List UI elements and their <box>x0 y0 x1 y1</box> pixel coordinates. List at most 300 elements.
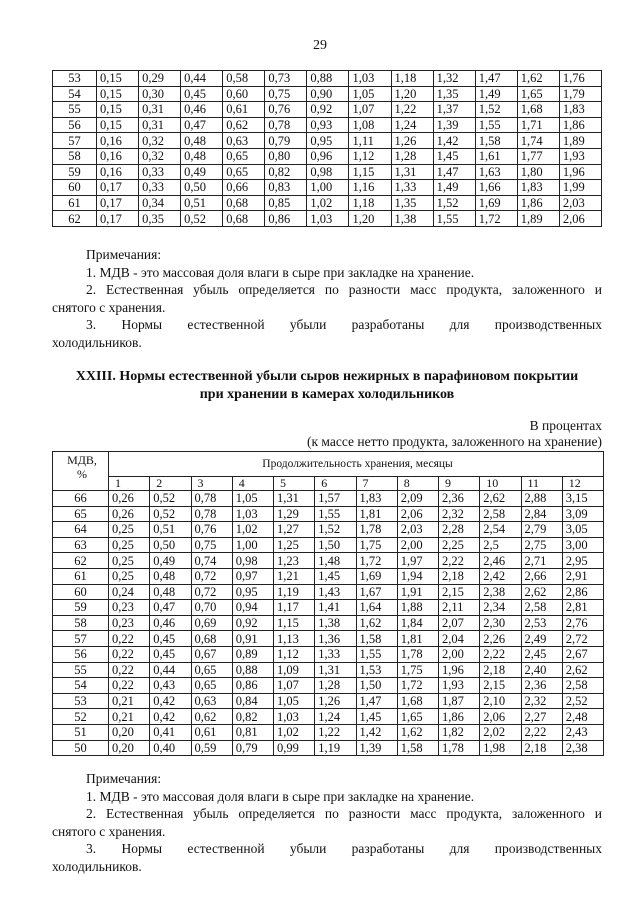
value-cell: 0,95 <box>307 133 349 149</box>
value-cell: 0,22 <box>109 646 150 662</box>
value-cell: 1,58 <box>356 631 397 647</box>
value-cell: 1,28 <box>391 148 433 164</box>
value-cell: 1,75 <box>397 662 438 678</box>
value-cell: 1,03 <box>274 709 315 725</box>
value-cell: 0,68 <box>223 211 265 227</box>
mdv-cell: 52 <box>53 709 109 725</box>
value-cell: 0,51 <box>181 195 223 211</box>
value-cell: 1,65 <box>397 709 438 725</box>
value-cell: 1,69 <box>475 195 517 211</box>
value-cell: 0,88 <box>232 662 273 678</box>
value-cell: 0,20 <box>109 740 150 756</box>
value-cell: 1,72 <box>356 553 397 569</box>
value-cell: 1,20 <box>349 211 391 227</box>
mdv-cell: 65 <box>53 506 109 522</box>
value-cell: 1,94 <box>397 568 438 584</box>
value-cell: 0,66 <box>223 180 265 196</box>
value-cell: 1,58 <box>475 133 517 149</box>
value-cell: 0,46 <box>150 615 191 631</box>
value-cell: 0,84 <box>232 693 273 709</box>
value-cell: 0,48 <box>150 568 191 584</box>
value-cell: 0,42 <box>150 709 191 725</box>
value-cell: 0,59 <box>191 740 232 756</box>
value-cell: 1,55 <box>475 117 517 133</box>
month-header: 2 <box>150 477 191 491</box>
value-cell: 2,38 <box>562 740 603 756</box>
value-cell: 0,17 <box>97 180 139 196</box>
value-cell: 1,37 <box>433 102 475 118</box>
value-cell: 1,91 <box>397 584 438 600</box>
value-cell: 1,35 <box>391 195 433 211</box>
value-cell: 0,99 <box>274 740 315 756</box>
value-cell: 1,13 <box>274 631 315 647</box>
value-cell: 1,05 <box>274 693 315 709</box>
value-cell: 1,07 <box>274 678 315 694</box>
mdv-cell: 59 <box>53 600 109 616</box>
table-row <box>53 102 602 118</box>
value-cell: 1,26 <box>391 133 433 149</box>
value-cell: 0,52 <box>150 491 191 507</box>
value-cell: 2,06 <box>480 709 521 725</box>
value-cell: 2,25 <box>439 537 480 553</box>
value-cell: 1,83 <box>559 102 601 118</box>
value-cell: 0,65 <box>223 164 265 180</box>
value-cell: 1,07 <box>349 102 391 118</box>
section-title-line-1: XXIII. Нормы естественной убыли сыров нежирных в парафиновом покрытии <box>75 369 579 384</box>
month-header: 4 <box>232 477 273 491</box>
value-cell: 0,63 <box>191 693 232 709</box>
value-cell: 0,86 <box>265 211 307 227</box>
value-cell: 0,76 <box>265 102 307 118</box>
mdv-cell: 51 <box>53 724 109 740</box>
mdv-cell: 60 <box>53 584 109 600</box>
value-cell: 0,63 <box>223 133 265 149</box>
note-3: 3. Нормы естественной убыли разработаны для производственных <box>86 841 602 856</box>
value-cell: 2,67 <box>562 646 603 662</box>
value-cell: 1,67 <box>356 584 397 600</box>
value-cell: 0,89 <box>232 646 273 662</box>
value-cell: 1,96 <box>559 164 601 180</box>
value-cell: 0,24 <box>109 584 150 600</box>
value-cell: 0,78 <box>191 506 232 522</box>
value-cell: 2,42 <box>480 568 521 584</box>
value-cell: 1,16 <box>349 180 391 196</box>
value-cell: 2,62 <box>562 662 603 678</box>
section-title <box>40 368 614 404</box>
value-cell: 2,09 <box>397 491 438 507</box>
value-cell: 1,43 <box>315 584 356 600</box>
value-cell: 1,02 <box>274 724 315 740</box>
value-cell: 1,86 <box>517 195 559 211</box>
value-cell: 0,98 <box>307 164 349 180</box>
section-title-line-2: при хранении в камерах холодильников <box>199 387 455 402</box>
table-row <box>53 537 604 553</box>
value-cell: 1,57 <box>315 491 356 507</box>
value-cell: 1,93 <box>559 148 601 164</box>
note-3-continued: холодильников. <box>52 858 142 874</box>
table-row <box>53 522 604 538</box>
value-cell: 1,25 <box>274 537 315 553</box>
mdv-cell: 61 <box>53 568 109 584</box>
value-cell: 1,69 <box>356 568 397 584</box>
value-cell: 1,47 <box>356 693 397 709</box>
value-cell: 2,15 <box>439 584 480 600</box>
value-cell: 2,18 <box>480 662 521 678</box>
table1-body <box>53 71 602 227</box>
value-cell: 2,32 <box>439 506 480 522</box>
table-row <box>53 195 602 211</box>
note-1: 1. МДВ - это массовая доля влаги в сыре при закладке на хранение. <box>86 264 475 280</box>
value-cell: 0,22 <box>109 631 150 647</box>
value-cell: 0,65 <box>191 662 232 678</box>
value-cell: 1,52 <box>433 195 475 211</box>
value-cell: 1,52 <box>475 102 517 118</box>
value-cell: 1,93 <box>439 678 480 694</box>
value-cell: 1,76 <box>559 71 601 87</box>
value-cell: 0,41 <box>150 724 191 740</box>
value-cell: 2,84 <box>521 506 562 522</box>
value-cell: 1,86 <box>439 709 480 725</box>
note-2: 2. Естественная убыль определяется по разности масс продукта, заложенного и <box>86 282 602 297</box>
value-cell: 0,78 <box>265 117 307 133</box>
value-cell: 0,16 <box>97 133 139 149</box>
value-cell: 3,09 <box>562 506 603 522</box>
month-header: 9 <box>439 477 480 491</box>
value-cell: 1,42 <box>356 724 397 740</box>
value-cell: 0,60 <box>223 86 265 102</box>
value-cell: 0,82 <box>265 164 307 180</box>
mdv-cell: 63 <box>53 537 109 553</box>
value-cell: 1,98 <box>480 740 521 756</box>
units-basis-label: (к массе нетто продукта, заложенного на хранение) <box>307 434 602 449</box>
value-cell: 1,33 <box>315 646 356 662</box>
value-cell: 1,45 <box>433 148 475 164</box>
value-cell: 2,86 <box>562 584 603 600</box>
value-cell: 1,05 <box>232 491 273 507</box>
mdv-cell: 57 <box>53 133 97 149</box>
value-cell: 0,35 <box>139 211 181 227</box>
value-cell: 0,15 <box>97 86 139 102</box>
table-row <box>53 646 604 662</box>
value-cell: 0,47 <box>150 600 191 616</box>
value-cell: 0,26 <box>109 491 150 507</box>
value-cell: 0,79 <box>265 133 307 149</box>
value-cell: 1,89 <box>559 133 601 149</box>
value-cell: 0,16 <box>97 164 139 180</box>
value-cell: 0,17 <box>97 211 139 227</box>
value-cell: 1,80 <box>517 164 559 180</box>
value-cell: 1,32 <box>433 71 475 87</box>
table-row <box>53 211 602 227</box>
value-cell: 0,50 <box>150 537 191 553</box>
value-cell: 0,25 <box>109 537 150 553</box>
value-cell: 1,68 <box>517 102 559 118</box>
value-cell: 2,06 <box>559 211 601 227</box>
value-cell: 1,02 <box>232 522 273 538</box>
value-cell: 1,47 <box>475 71 517 87</box>
note-3-continued: холодильников. <box>52 334 142 350</box>
value-cell: 2,54 <box>480 522 521 538</box>
value-cell: 0,44 <box>181 71 223 87</box>
table-row <box>53 709 604 725</box>
value-cell: 2,58 <box>562 678 603 694</box>
value-cell: 0,31 <box>139 102 181 118</box>
value-cell: 1,22 <box>315 724 356 740</box>
value-cell: 2,58 <box>521 600 562 616</box>
value-cell: 2,48 <box>562 709 603 725</box>
value-cell: 1,84 <box>397 615 438 631</box>
mdv-cell: 59 <box>53 164 97 180</box>
value-cell: 2,91 <box>562 568 603 584</box>
value-cell: 0,40 <box>150 740 191 756</box>
value-cell: 0,22 <box>109 678 150 694</box>
value-cell: 1,74 <box>517 133 559 149</box>
value-cell: 0,72 <box>191 584 232 600</box>
value-cell: 0,75 <box>191 537 232 553</box>
value-cell: 1,89 <box>517 211 559 227</box>
value-cell: 1,15 <box>349 164 391 180</box>
value-cell: 1,50 <box>315 537 356 553</box>
value-cell: 1,55 <box>356 646 397 662</box>
value-cell: 2,00 <box>439 646 480 662</box>
value-cell: 0,52 <box>150 506 191 522</box>
value-cell: 0,43 <box>150 678 191 694</box>
value-cell: 1,42 <box>433 133 475 149</box>
table-row <box>53 86 602 102</box>
value-cell: 1,65 <box>517 86 559 102</box>
value-cell: 2,26 <box>480 631 521 647</box>
value-cell: 0,15 <box>97 117 139 133</box>
table-row <box>53 491 604 507</box>
value-cell: 2,22 <box>480 646 521 662</box>
month-header: 12 <box>562 477 603 491</box>
value-cell: 1,88 <box>397 600 438 616</box>
value-cell: 0,83 <box>265 180 307 196</box>
value-cell: 0,96 <box>307 148 349 164</box>
value-cell: 2,03 <box>397 522 438 538</box>
value-cell: 1,45 <box>315 568 356 584</box>
value-cell: 0,45 <box>150 631 191 647</box>
value-cell: 1,58 <box>397 740 438 756</box>
value-cell: 0,91 <box>232 631 273 647</box>
value-cell: 2,22 <box>439 553 480 569</box>
table-row <box>53 133 602 149</box>
table-row <box>53 662 604 678</box>
value-cell: 1,27 <box>274 522 315 538</box>
value-cell: 0,47 <box>181 117 223 133</box>
mdv-cell: 62 <box>53 553 109 569</box>
value-cell: 0,42 <box>150 693 191 709</box>
value-cell: 0,94 <box>232 600 273 616</box>
value-cell: 0,26 <box>109 506 150 522</box>
table-row <box>53 678 604 694</box>
mdv-cell: 64 <box>53 522 109 538</box>
value-cell: 1,55 <box>433 211 475 227</box>
value-cell: 2,28 <box>439 522 480 538</box>
table-row <box>53 600 604 616</box>
mdv-cell: 58 <box>53 615 109 631</box>
value-cell: 2,04 <box>439 631 480 647</box>
value-cell: 1,33 <box>391 180 433 196</box>
value-cell: 0,62 <box>223 117 265 133</box>
value-cell: 1,62 <box>356 615 397 631</box>
value-cell: 1,29 <box>274 506 315 522</box>
value-cell: 0,45 <box>181 86 223 102</box>
value-cell: 1,38 <box>391 211 433 227</box>
value-cell: 0,29 <box>139 71 181 87</box>
value-cell: 1,23 <box>274 553 315 569</box>
value-cell: 0,93 <box>307 117 349 133</box>
value-cell: 2,00 <box>397 537 438 553</box>
value-cell: 0,52 <box>181 211 223 227</box>
value-cell: 0,65 <box>223 148 265 164</box>
value-cell: 2,81 <box>562 600 603 616</box>
value-cell: 1,24 <box>391 117 433 133</box>
value-cell: 2,53 <box>521 615 562 631</box>
value-cell: 0,98 <box>232 553 273 569</box>
value-cell: 2,52 <box>562 693 603 709</box>
value-cell: 1,31 <box>391 164 433 180</box>
value-cell: 1,63 <box>475 164 517 180</box>
mdv-header-unit: % <box>77 467 87 481</box>
value-cell: 0,32 <box>139 148 181 164</box>
value-cell: 1,38 <box>315 615 356 631</box>
value-cell: 1,49 <box>433 180 475 196</box>
value-cell: 2,03 <box>559 195 601 211</box>
value-cell: 0,61 <box>191 724 232 740</box>
value-cell: 2,40 <box>521 662 562 678</box>
value-cell: 1,02 <box>307 195 349 211</box>
mdv-cell: 50 <box>53 740 109 756</box>
value-cell: 1,81 <box>356 506 397 522</box>
value-cell: 1,24 <box>315 709 356 725</box>
months-header-row <box>53 477 604 491</box>
value-cell: 2,18 <box>439 568 480 584</box>
value-cell: 0,65 <box>191 678 232 694</box>
value-cell: 1,77 <box>517 148 559 164</box>
value-cell: 1,72 <box>397 678 438 694</box>
value-cell: 1,64 <box>356 600 397 616</box>
month-header: 7 <box>356 477 397 491</box>
value-cell: 1,20 <box>391 86 433 102</box>
value-cell: 1,26 <box>315 693 356 709</box>
value-cell: 1,48 <box>315 553 356 569</box>
value-cell: 2,5 <box>480 537 521 553</box>
value-cell: 0,75 <box>265 86 307 102</box>
value-cell: 0,32 <box>139 133 181 149</box>
table-row <box>53 553 604 569</box>
value-cell: 3,00 <box>562 537 603 553</box>
value-cell: 1,61 <box>475 148 517 164</box>
value-cell: 0,68 <box>223 195 265 211</box>
value-cell: 1,87 <box>439 693 480 709</box>
value-cell: 2,38 <box>480 584 521 600</box>
header-row-1 <box>53 452 604 477</box>
value-cell: 2,15 <box>480 678 521 694</box>
mdv-cell: 55 <box>53 662 109 678</box>
value-cell: 0,78 <box>191 491 232 507</box>
value-cell: 1,08 <box>349 117 391 133</box>
value-cell: 2,75 <box>521 537 562 553</box>
value-cell: 0,45 <box>150 646 191 662</box>
value-cell: 1,12 <box>349 148 391 164</box>
month-header: 8 <box>397 477 438 491</box>
value-cell: 0,49 <box>181 164 223 180</box>
table-row <box>53 724 604 740</box>
units-label: В процентах <box>529 418 602 433</box>
value-cell: 2,66 <box>521 568 562 584</box>
value-cell: 1,39 <box>433 117 475 133</box>
mdv-cell: 55 <box>53 102 97 118</box>
value-cell: 3,05 <box>562 522 603 538</box>
month-header: 1 <box>109 477 150 491</box>
value-cell: 1,78 <box>439 740 480 756</box>
note-1: 1. МДВ - это массовая доля влаги в сыре при закладке на хранение. <box>86 788 475 804</box>
value-cell: 0,70 <box>191 600 232 616</box>
month-header: 5 <box>274 477 315 491</box>
value-cell: 1,82 <box>439 724 480 740</box>
value-cell: 1,97 <box>397 553 438 569</box>
value-cell: 1,68 <box>397 693 438 709</box>
value-cell: 0,85 <box>265 195 307 211</box>
table-row <box>53 693 604 709</box>
table-row <box>53 615 604 631</box>
note-3: 3. Нормы естественной убыли разработаны для производственных <box>86 317 602 332</box>
value-cell: 1,19 <box>274 584 315 600</box>
value-cell: 1,50 <box>356 678 397 694</box>
mdv-cell: 61 <box>53 195 97 211</box>
value-cell: 0,15 <box>97 71 139 87</box>
value-cell: 2,36 <box>521 678 562 694</box>
notes-block-2 <box>52 770 602 875</box>
value-cell: 1,49 <box>475 86 517 102</box>
value-cell: 1,86 <box>559 117 601 133</box>
mdv-cell: 56 <box>53 117 97 133</box>
value-cell: 0,25 <box>109 553 150 569</box>
value-cell: 0,90 <box>307 86 349 102</box>
value-cell: 2,49 <box>521 631 562 647</box>
value-cell: 0,22 <box>109 662 150 678</box>
table-row <box>53 568 604 584</box>
value-cell: 0,31 <box>139 117 181 133</box>
value-cell: 1,72 <box>475 211 517 227</box>
value-cell: 2,88 <box>521 491 562 507</box>
value-cell: 2,11 <box>439 600 480 616</box>
value-cell: 0,81 <box>232 724 273 740</box>
value-cell: 1,75 <box>356 537 397 553</box>
value-cell: 0,67 <box>191 646 232 662</box>
value-cell: 0,73 <box>265 71 307 87</box>
value-cell: 2,72 <box>562 631 603 647</box>
value-cell: 2,43 <box>562 724 603 740</box>
value-cell: 1,52 <box>315 522 356 538</box>
page-number: 29 <box>313 38 327 53</box>
value-cell: 1,12 <box>274 646 315 662</box>
value-cell: 1,18 <box>391 71 433 87</box>
norms-table-header <box>53 452 604 491</box>
value-cell: 0,23 <box>109 600 150 616</box>
value-cell: 1,71 <box>517 117 559 133</box>
mdv-cell: 62 <box>53 211 97 227</box>
value-cell: 0,88 <box>307 71 349 87</box>
value-cell: 1,99 <box>559 180 601 196</box>
month-header: 10 <box>480 477 521 491</box>
value-cell: 1,83 <box>356 491 397 507</box>
value-cell: 1,00 <box>232 537 273 553</box>
value-cell: 3,15 <box>562 491 603 507</box>
table-row <box>53 71 602 87</box>
table-row <box>53 148 602 164</box>
